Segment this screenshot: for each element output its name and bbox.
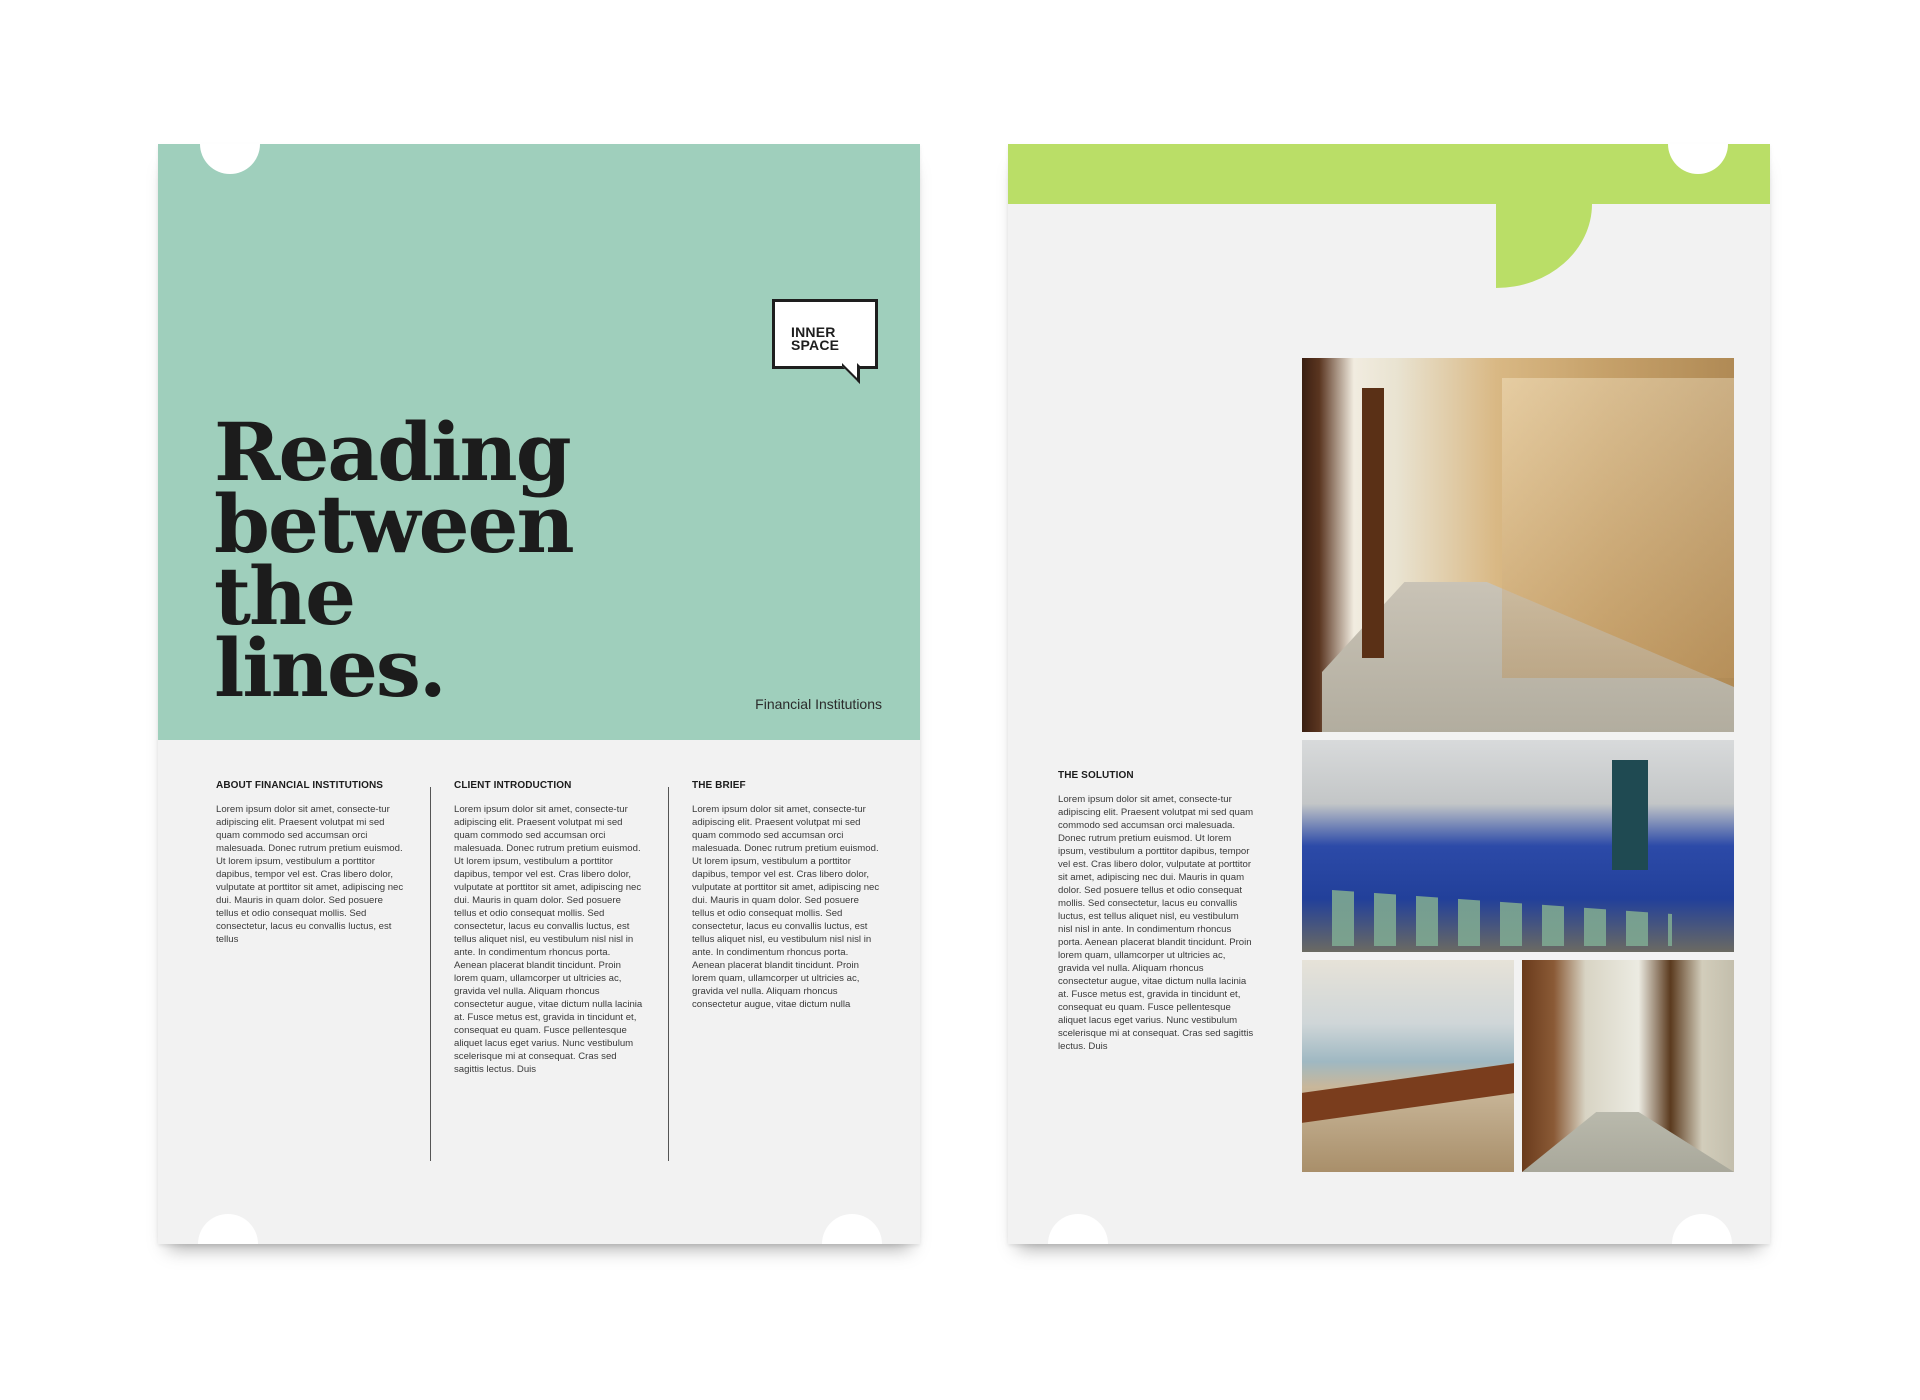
lime-header-band bbox=[1008, 144, 1770, 204]
logo-line-2: SPACE bbox=[791, 337, 840, 353]
office-corridor-photo bbox=[1302, 358, 1734, 732]
sector-label: Financial Institutions bbox=[755, 696, 882, 712]
solution-section bbox=[1058, 770, 1254, 1053]
column-title: THE BRIEF bbox=[692, 780, 746, 791]
hero-panel bbox=[158, 144, 920, 740]
column-divider bbox=[430, 787, 431, 1161]
headline bbox=[214, 405, 634, 715]
column-title: ABOUT FINANCIAL INSTITUTIONS bbox=[216, 780, 384, 791]
binding-notch bbox=[1048, 1214, 1108, 1244]
solution-body: Lorem ipsum dolor sit amet, consecte-tur adipiscing elit. Praesent volutpat mi sed quam commodo sed accumsan orci malesuada. Donec rutrum pretium euismod. Ut lorem ipsum, vestibulum a porttitor dapibus, tempor vel est. Cras libero dolor, vulputate at porttitor sit amet, adipiscing nec dui. Mauris in quam dolor. Sed posuere tellus et odio consequat mollis. Sed consectetur, lacus eu convallis luctus, est tellus aliquet nisl, eu vestibulum nisl nisl in ante. In condimentum rhoncus porta. Aenean placerat blandit tincidunt. Proin lorem quam, ullamcorper ut ultricies ac, gravida vel nulla. Aliquam rhoncus consectetur augue, vitae dictum nulla lacinia at. Fusce metus est, gravida in tincidunt et, consequat eu quam. Fusce pellentesque aliquet lacus eget varius. Nunc vestibulum scelerisque mi at consequat. Cras sed sagittis lectus. Duis bbox=[1058, 794, 1254, 1052]
column-body: Lorem ipsum dolor sit amet, consecte-tur adipiscing elit. Praesent volutpat mi sed quam commodo sed accumsan orci malesuada. Donec rutrum pretium euismod. Ut lorem ipsum, vestibulum a porttitor dapibus, tempor vel est. Cras libero dolor, vulputate at porttitor sit amet, adipiscing nec dui. Mauris in quam dolor. Sed posuere tellus et odio consequat mollis. Sed consectetur, lacus eu convallis luctus, est tellus bbox=[216, 804, 404, 945]
solution-title: THE SOLUTION bbox=[1058, 770, 1134, 781]
headline-line-2: between bbox=[214, 477, 573, 571]
right-page bbox=[1008, 144, 1770, 1244]
binding-notch bbox=[198, 1214, 258, 1244]
lime-corner-tab bbox=[1496, 204, 1592, 288]
inner-space-logo bbox=[772, 299, 878, 369]
column-about bbox=[216, 780, 406, 946]
column-divider bbox=[668, 787, 669, 1161]
cubicle-area-photo bbox=[1302, 960, 1514, 1172]
binding-notch bbox=[1672, 1214, 1732, 1244]
left-page bbox=[158, 144, 920, 1244]
column-body: Lorem ipsum dolor sit amet, consecte-tur adipiscing elit. Praesent volutpat mi sed quam commodo sed accumsan orci malesuada. Donec rutrum pretium euismod. Ut lorem ipsum, vestibulum a porttitor dapibus, tempor vel est. Cras libero dolor, vulputate at porttitor sit amet, adipiscing nec dui. Mauris in quam dolor. Sed posuere tellus et odio consequat mollis. Sed consectetur, lacus eu convallis luctus, est tellus aliquet nisl, eu vestibulum nisl nisl in ante. In condimentum rhoncus porta. Aenean placerat blandit tincidunt. Proin lorem quam, ullamcorper ut ultricies ac, gravida vel nulla. Aliquam rhoncus consectetur augue, vitae dictum nulla bbox=[692, 804, 880, 1010]
hallway-doors-photo bbox=[1522, 960, 1734, 1172]
column-body: Lorem ipsum dolor sit amet, consecte-tur adipiscing elit. Praesent volutpat mi sed quam commodo sed accumsan orci malesuada. Donec rutrum pretium euismod. Ut lorem ipsum, vestibulum a porttitor dapibus, tempor vel est. Cras libero dolor, vulputate at porttitor sit amet, adipiscing nec dui. Mauris in quam dolor. Sed posuere tellus et odio consequat mollis. Sed consectetur, lacus eu convallis luctus, est tellus aliquet nisl, eu vestibulum nisl nisl in ante. In condimentum rhoncus porta. Aenean placerat blandit tincidunt. Proin lorem quam, ullamcorper ut ultricies ac, gravida vel nulla. Aliquam rhoncus consectetur augue, vitae dictum nulla lacinia at. Fusce metus est, gravida in tincidunt et, consequat eu quam. Fusce pellentesque aliquet lacus eget varius. Nunc vestibulum scelerisque mi at consequat. Cras sed sagittis lectus. Duis bbox=[454, 804, 643, 1075]
logo-text bbox=[791, 326, 839, 352]
column-client-introduction bbox=[454, 780, 644, 1076]
open-plan-office-photo bbox=[1302, 740, 1734, 952]
headline-line-3: the bbox=[214, 549, 355, 643]
column-the-brief bbox=[692, 780, 882, 1011]
column-title: CLIENT INTRODUCTION bbox=[454, 780, 572, 791]
logo-line-1: INNER bbox=[791, 324, 836, 340]
headline-line-4: lines. bbox=[214, 621, 445, 715]
headline-line-1: Reading bbox=[214, 405, 570, 499]
binding-notch bbox=[822, 1214, 882, 1244]
